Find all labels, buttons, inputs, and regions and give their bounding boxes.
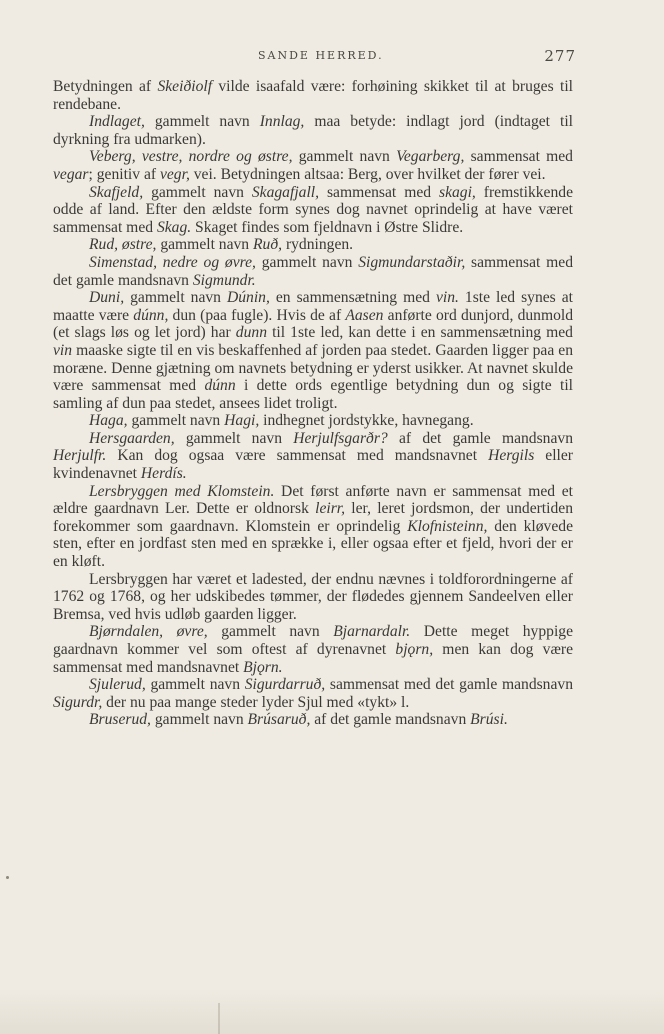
- text-run: ; genitiv af: [88, 165, 160, 183]
- text-run: gammelt navn: [255, 253, 359, 271]
- paragraph: [53, 623, 573, 676]
- italic-term: Brúsaruð,: [247, 711, 311, 729]
- paragraph: [53, 148, 573, 183]
- text-run: Kan dog ogsaa være sammensat med mandsnavnet: [106, 447, 489, 465]
- italic-term: Simenstad, nedre og øvre,: [89, 253, 256, 271]
- italic-term: Sigmundr.: [192, 271, 256, 289]
- text-run: en sammensætning med: [269, 289, 436, 307]
- text-run: vei. Betydningen altsaa: Berg, over hvilket der fører vei.: [189, 165, 546, 183]
- paragraph: [53, 184, 573, 237]
- text-run: gammelt navn: [292, 148, 397, 166]
- italic-term: Herjulfr.: [53, 447, 107, 465]
- italic-term: dunn: [235, 324, 267, 342]
- text-run: af det gamle mandsnavn: [387, 429, 573, 447]
- italic-term: Hergils: [488, 447, 535, 465]
- italic-term: Veberg, vestre, nordre og østre,: [89, 148, 293, 166]
- italic-term: Aasen: [345, 306, 384, 324]
- text-run: af det gamle mandsnavn: [310, 711, 471, 729]
- italic-term: dúnn,: [133, 306, 169, 324]
- italic-term: Haga,: [89, 412, 128, 430]
- italic-term: Sjulerud,: [89, 676, 146, 694]
- italic-term: Bruserud,: [89, 711, 151, 729]
- italic-term: Bjǫrn.: [243, 658, 283, 676]
- italic-term: Bjørndalen, øvre,: [89, 623, 208, 641]
- italic-term: Skafjeld,: [89, 183, 144, 201]
- paragraph: [53, 571, 573, 624]
- text-run: i dette ords egentlige betydning dun og sigte til samling af dun paa stedet, ansees lidet troligt.: [53, 377, 573, 412]
- italic-term: Skag.: [156, 218, 192, 236]
- text-run: sammensat med det gamle mandsnavn: [325, 676, 573, 694]
- italic-term: leirr,: [315, 500, 346, 518]
- text-run: gammelt navn: [174, 429, 294, 447]
- italic-term: vegr,: [159, 165, 190, 183]
- italic-term: Skeiðiolf: [157, 78, 213, 95]
- paragraph: [53, 236, 573, 254]
- italic-term: Hagi,: [224, 412, 260, 430]
- text-run: ler, leret jordsmon, der undertiden forekommer som gaardnavn. Klomstein er oprindelig: [53, 500, 573, 535]
- text-run: gammelt navn: [127, 412, 225, 430]
- text-run: Dette meget hyppige gaardnavn kommer vel som oftest af dyrenavnet: [53, 623, 573, 658]
- text-run: gammelt navn: [143, 183, 252, 201]
- page-number: 277: [544, 47, 576, 65]
- italic-term: vegar: [53, 165, 89, 183]
- text-run: anførte ord dunjord, dunmold (et slags løs og let jord) har: [53, 306, 574, 342]
- text-run: indhegnet jordstykke, havnegang.: [259, 412, 474, 430]
- text-run: maaske sigte til en vis beskaffenhed af jorden paa stedet. Gaarden ligger paa en moræne. Denne gjætning om navnets betydning er yderst usikker. At navnet skulde være sammensat med: [53, 341, 573, 395]
- text-run: den kløvede sten, efter en jordfast sten med en sprække i, eller ogsaa efter et fjeld, hvori der er en kløft.: [53, 517, 573, 571]
- text-run: gammelt navn: [156, 236, 254, 254]
- text-run: Det først anførte navn er sammensat med et ældre gaardnavn Ler. Dette er oldnorsk: [53, 482, 574, 518]
- text-run: sammensat med: [464, 148, 573, 166]
- italic-term: vin: [53, 341, 73, 359]
- paragraph: [53, 711, 573, 729]
- page-edge-shadow: [0, 989, 664, 1034]
- text-run: Lersbryggen har været et ladested, der endnu nævnes i toldforordningerne af 1762 og 1768, og her udskibedes tømmer, der flødedes gjennem Sandeelven eller Bremsa, ved hvis udløb gaarden ligger.: [53, 570, 573, 623]
- text-run: vilde isaafald være: forhøining skikket til at bruges til rendebane.: [53, 78, 573, 113]
- text-run: eller kvindenavnet: [53, 447, 573, 483]
- italic-term: bjǫrn,: [395, 641, 434, 658]
- text-run: der nu paa mange steder lyder Sjul med «tykt» l.: [102, 693, 410, 711]
- italic-term: Sigurdarruð,: [244, 676, 326, 694]
- italic-term: Vegarberg,: [396, 148, 465, 166]
- italic-term: Herdís.: [140, 465, 187, 483]
- italic-term: Sigurdr,: [53, 693, 103, 711]
- italic-term: dúnn: [204, 377, 236, 395]
- italic-term: Brúsi.: [470, 711, 508, 729]
- text-run: dun (paa fugle). Hvis de af: [168, 306, 346, 324]
- running-title: SANDE HERRED.: [258, 49, 384, 62]
- text-run: 1ste led synes at maatte være: [53, 289, 573, 324]
- text-run: maa betyde: indlagt jord (indtaget til dyrkning fra udmarken).: [53, 113, 573, 148]
- italic-term: Duni,: [89, 289, 125, 307]
- page-header: [0, 47, 664, 69]
- text-run: Betydningen af: [53, 78, 158, 95]
- text-run: rydningen.: [282, 236, 354, 254]
- body-text: [53, 78, 573, 729]
- text-run: gammelt navn: [145, 676, 245, 694]
- text-run: til 1ste led, kan dette i en sammensætning med: [266, 324, 573, 342]
- paragraph: [53, 430, 573, 483]
- text-run: gammelt navn: [207, 623, 334, 641]
- italic-term: Rud, østre,: [89, 236, 157, 254]
- paragraph: [53, 412, 573, 430]
- paragraph: [53, 483, 573, 571]
- italic-term: Skagafjall,: [251, 183, 320, 201]
- paragraph: [53, 254, 573, 289]
- paragraph: [53, 676, 573, 711]
- text-run: gammelt navn: [150, 711, 248, 729]
- text-run: gammelt navn: [144, 113, 260, 131]
- italic-term: Dúnin,: [226, 289, 270, 307]
- text-run: sammensat med: [319, 183, 440, 201]
- text-run: Skaget findes som fjeldnavn i Østre Slidre.: [191, 218, 464, 236]
- paragraph: [53, 113, 573, 148]
- page-smudge: [6, 876, 9, 879]
- italic-term: Klofnisteinn,: [407, 517, 488, 535]
- italic-term: Ruð,: [253, 236, 283, 254]
- italic-term: vin.: [435, 289, 459, 307]
- italic-term: Indlaget,: [89, 113, 145, 131]
- italic-term: Hersgaarden,: [89, 429, 175, 447]
- paragraph: [53, 289, 573, 412]
- text-run: gammelt navn: [124, 289, 227, 307]
- text-run: men kan dog være sammensat med mandsnavnet: [53, 641, 573, 676]
- italic-term: Innlag,: [259, 113, 305, 131]
- paragraph: [53, 78, 573, 113]
- italic-term: Herjulfsgarðr?: [293, 429, 388, 447]
- italic-term: Sigmundarstaðir,: [358, 253, 466, 271]
- text-run: sammensat med det gamle mandsnavn: [53, 253, 573, 289]
- italic-term: skagi,: [439, 183, 476, 201]
- italic-term: Lersbryggen med Klomstein.: [89, 482, 275, 500]
- text-run: fremstikkende odde af land. Efter den ældste form synes dog navnet oprindelig at have været sammensat med: [53, 183, 573, 236]
- italic-term: Bjarnardalr.: [333, 623, 411, 641]
